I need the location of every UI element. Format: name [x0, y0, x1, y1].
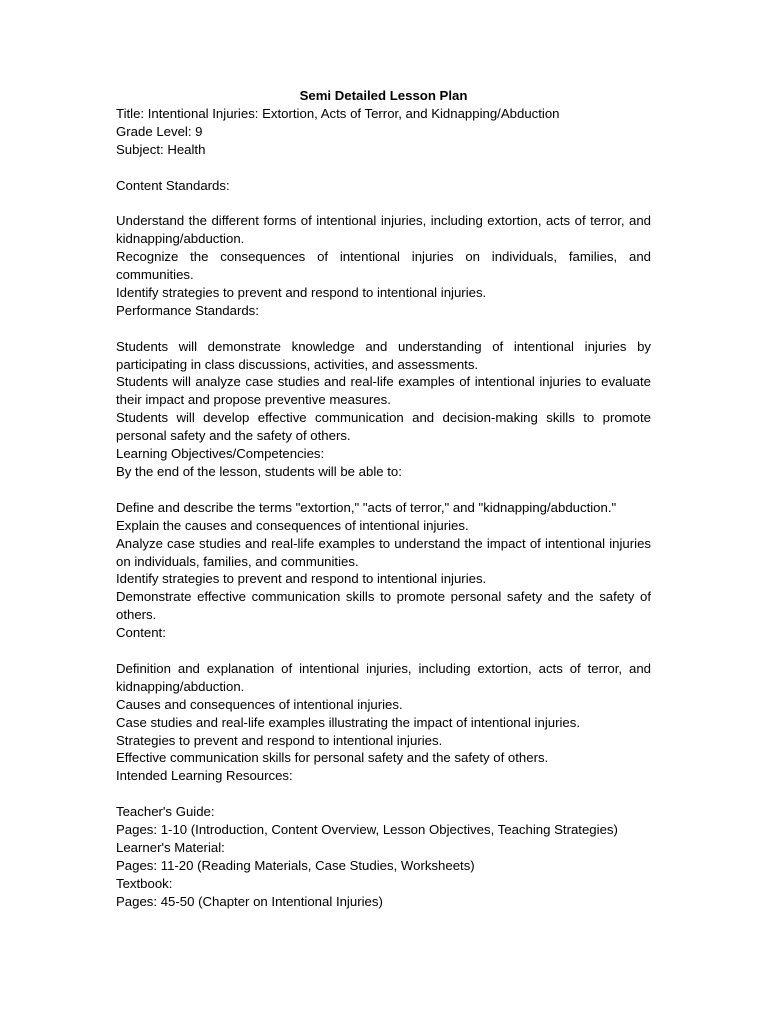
teachers-guide-pages: Pages: 1-10 (Introduction, Content Overview, Lesson Objectives, Teaching Strategies)	[116, 822, 618, 838]
content-item: Effective communication skills for personal safety and the safety of others.	[116, 750, 549, 766]
spacer	[116, 481, 651, 499]
performance-standards-label: Performance Standards:	[116, 302, 259, 318]
performance-standard-item: Students will analyze case studies and real-life examples of intentional injuries to evaluate their impact and propose preventive measures.	[116, 374, 651, 408]
learning-objective-item: Explain the causes and consequences of intentional injuries.	[116, 517, 469, 533]
textbook-label: Textbook:	[116, 875, 173, 891]
learners-material-pages: Pages: 11-20 (Reading Materials, Case Studies, Worksheets)	[116, 857, 475, 873]
learning-objective-item: Analyze case studies and real-life examples to understand the impact of intentional injuries on individuals, families, and communities.	[116, 535, 651, 569]
spacer	[116, 194, 651, 212]
learning-objective-item: Define and describe the terms "extortion," "acts of terror," and "kidnapping/abduction."	[116, 499, 617, 515]
content-item: Case studies and real-life examples illustrating the impact of intentional injuries.	[116, 714, 580, 730]
content-standards-label: Content Standards:	[116, 177, 230, 193]
performance-standard-item: Students will demonstrate knowledge and understanding of intentional injuries by participating in class discussions, activities, and assessments.	[116, 338, 651, 372]
resources-label: Intended Learning Resources:	[116, 768, 293, 784]
performance-standard-item: Students will develop effective communication and decision-making skills to promote personal safety and the safety of others.	[116, 410, 651, 444]
content-item: Strategies to prevent and respond to intentional injuries.	[116, 732, 443, 748]
document-heading: Semi Detailed Lesson Plan	[299, 88, 468, 103]
content-standard-item: Recognize the consequences of intentional injuries on individuals, families, and communities.	[116, 249, 651, 283]
content-item: Causes and consequences of intentional injuries.	[116, 696, 403, 712]
learning-objectives-intro: By the end of the lesson, students will be able to:	[116, 463, 402, 479]
content-standard-item: Identify strategies to prevent and respond to intentional injuries.	[116, 284, 487, 300]
document-page	[116, 87, 651, 911]
title-line: Title: Intentional Injuries: Extortion, Acts of Terror, and Kidnapping/Abduction	[116, 105, 560, 121]
learning-objective-item: Demonstrate effective communication skills to promote personal safety and the safety of others.	[116, 589, 651, 623]
learners-material-label: Learner's Material:	[116, 839, 225, 855]
spacer	[116, 159, 651, 177]
teachers-guide-label: Teacher's Guide:	[116, 804, 215, 820]
subject: Subject: Health	[116, 141, 206, 157]
content-standard-item: Understand the different forms of intentional injuries, including extortion, acts of terror, and kidnapping/abduction.	[116, 213, 651, 247]
content-label: Content:	[116, 625, 166, 641]
spacer	[116, 642, 651, 660]
learning-objective-item: Identify strategies to prevent and respond to intentional injuries.	[116, 571, 487, 587]
spacer	[116, 320, 651, 338]
spacer	[116, 785, 651, 803]
content-item: Definition and explanation of intentional injuries, including extortion, acts of terror, and kidnapping/abduction.	[116, 660, 651, 694]
textbook-pages: Pages: 45-50 (Chapter on Intentional Injuries)	[116, 893, 383, 909]
grade-level: Grade Level: 9	[116, 123, 203, 139]
learning-objectives-label: Learning Objectives/Competencies:	[116, 446, 325, 462]
